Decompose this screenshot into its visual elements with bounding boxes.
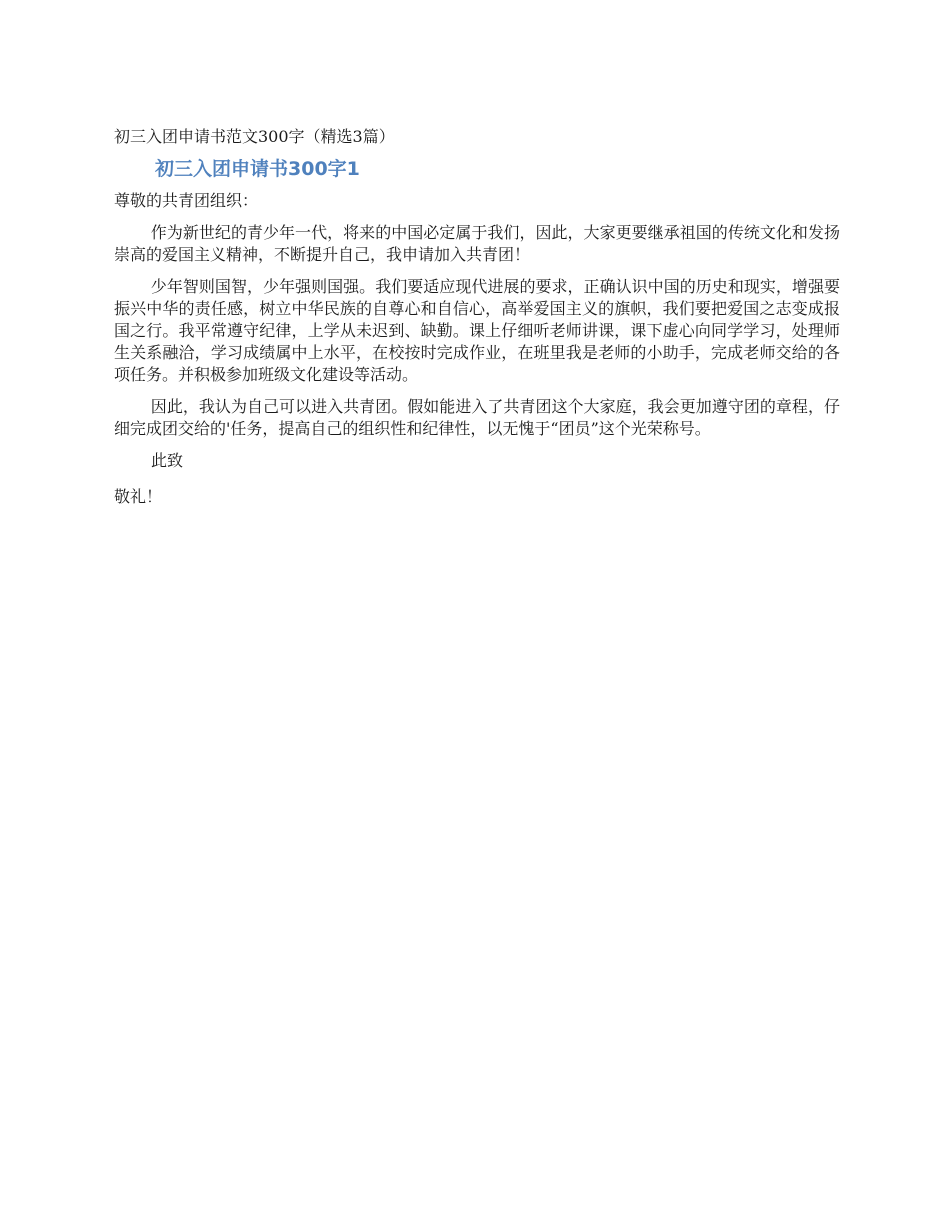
- salutation: 尊敬的共青团组织：: [114, 191, 259, 210]
- document-title: 初三入团申请书范文300字（精选3篇）: [114, 127, 395, 146]
- paragraph-1: 作为新世纪的青少年一代，将来的中国必定属于我们，因此，大家更要继承祖国的传统文化和发扬崇高的爱国主义精神，不断提升自己，我申请加入共青团！: [114, 223, 840, 264]
- sign-off: 敬礼！: [114, 487, 163, 506]
- paragraph-2: 少年智则国智，少年强则国强。我们要适应现代进展的要求，正确认识中国的历史和现实，增强要振兴中华的责任感，树立中华民族的自尊心和自信心，高举爱国主义的旗帜，我们要把爱国之志变成报国之行。我平常遵守纪律，上学从未迟到、缺勤。课上仔细听老师讲课，课下虚心向同学学习，处理师生关系融洽，学习成绩属中上水平，在校按时完成作业，在班里我是老师的小助手，完成老师交给的各项任务。并积极参加班级文化建设等活动。: [114, 277, 840, 384]
- document-page: [114, 124, 840, 508]
- paragraph-3: 因此，我认为自己可以进入共青团。假如能进入了共青团这个大家庭，我会更加遵守团的章程，仔细完成团交给的'任务，提高自己的组织性和纪律性，以无愧于“团员”这个光荣称号。: [114, 397, 840, 438]
- section-heading: 初三入团申请书300字1: [155, 158, 360, 180]
- closing-line: 此致: [151, 451, 184, 470]
